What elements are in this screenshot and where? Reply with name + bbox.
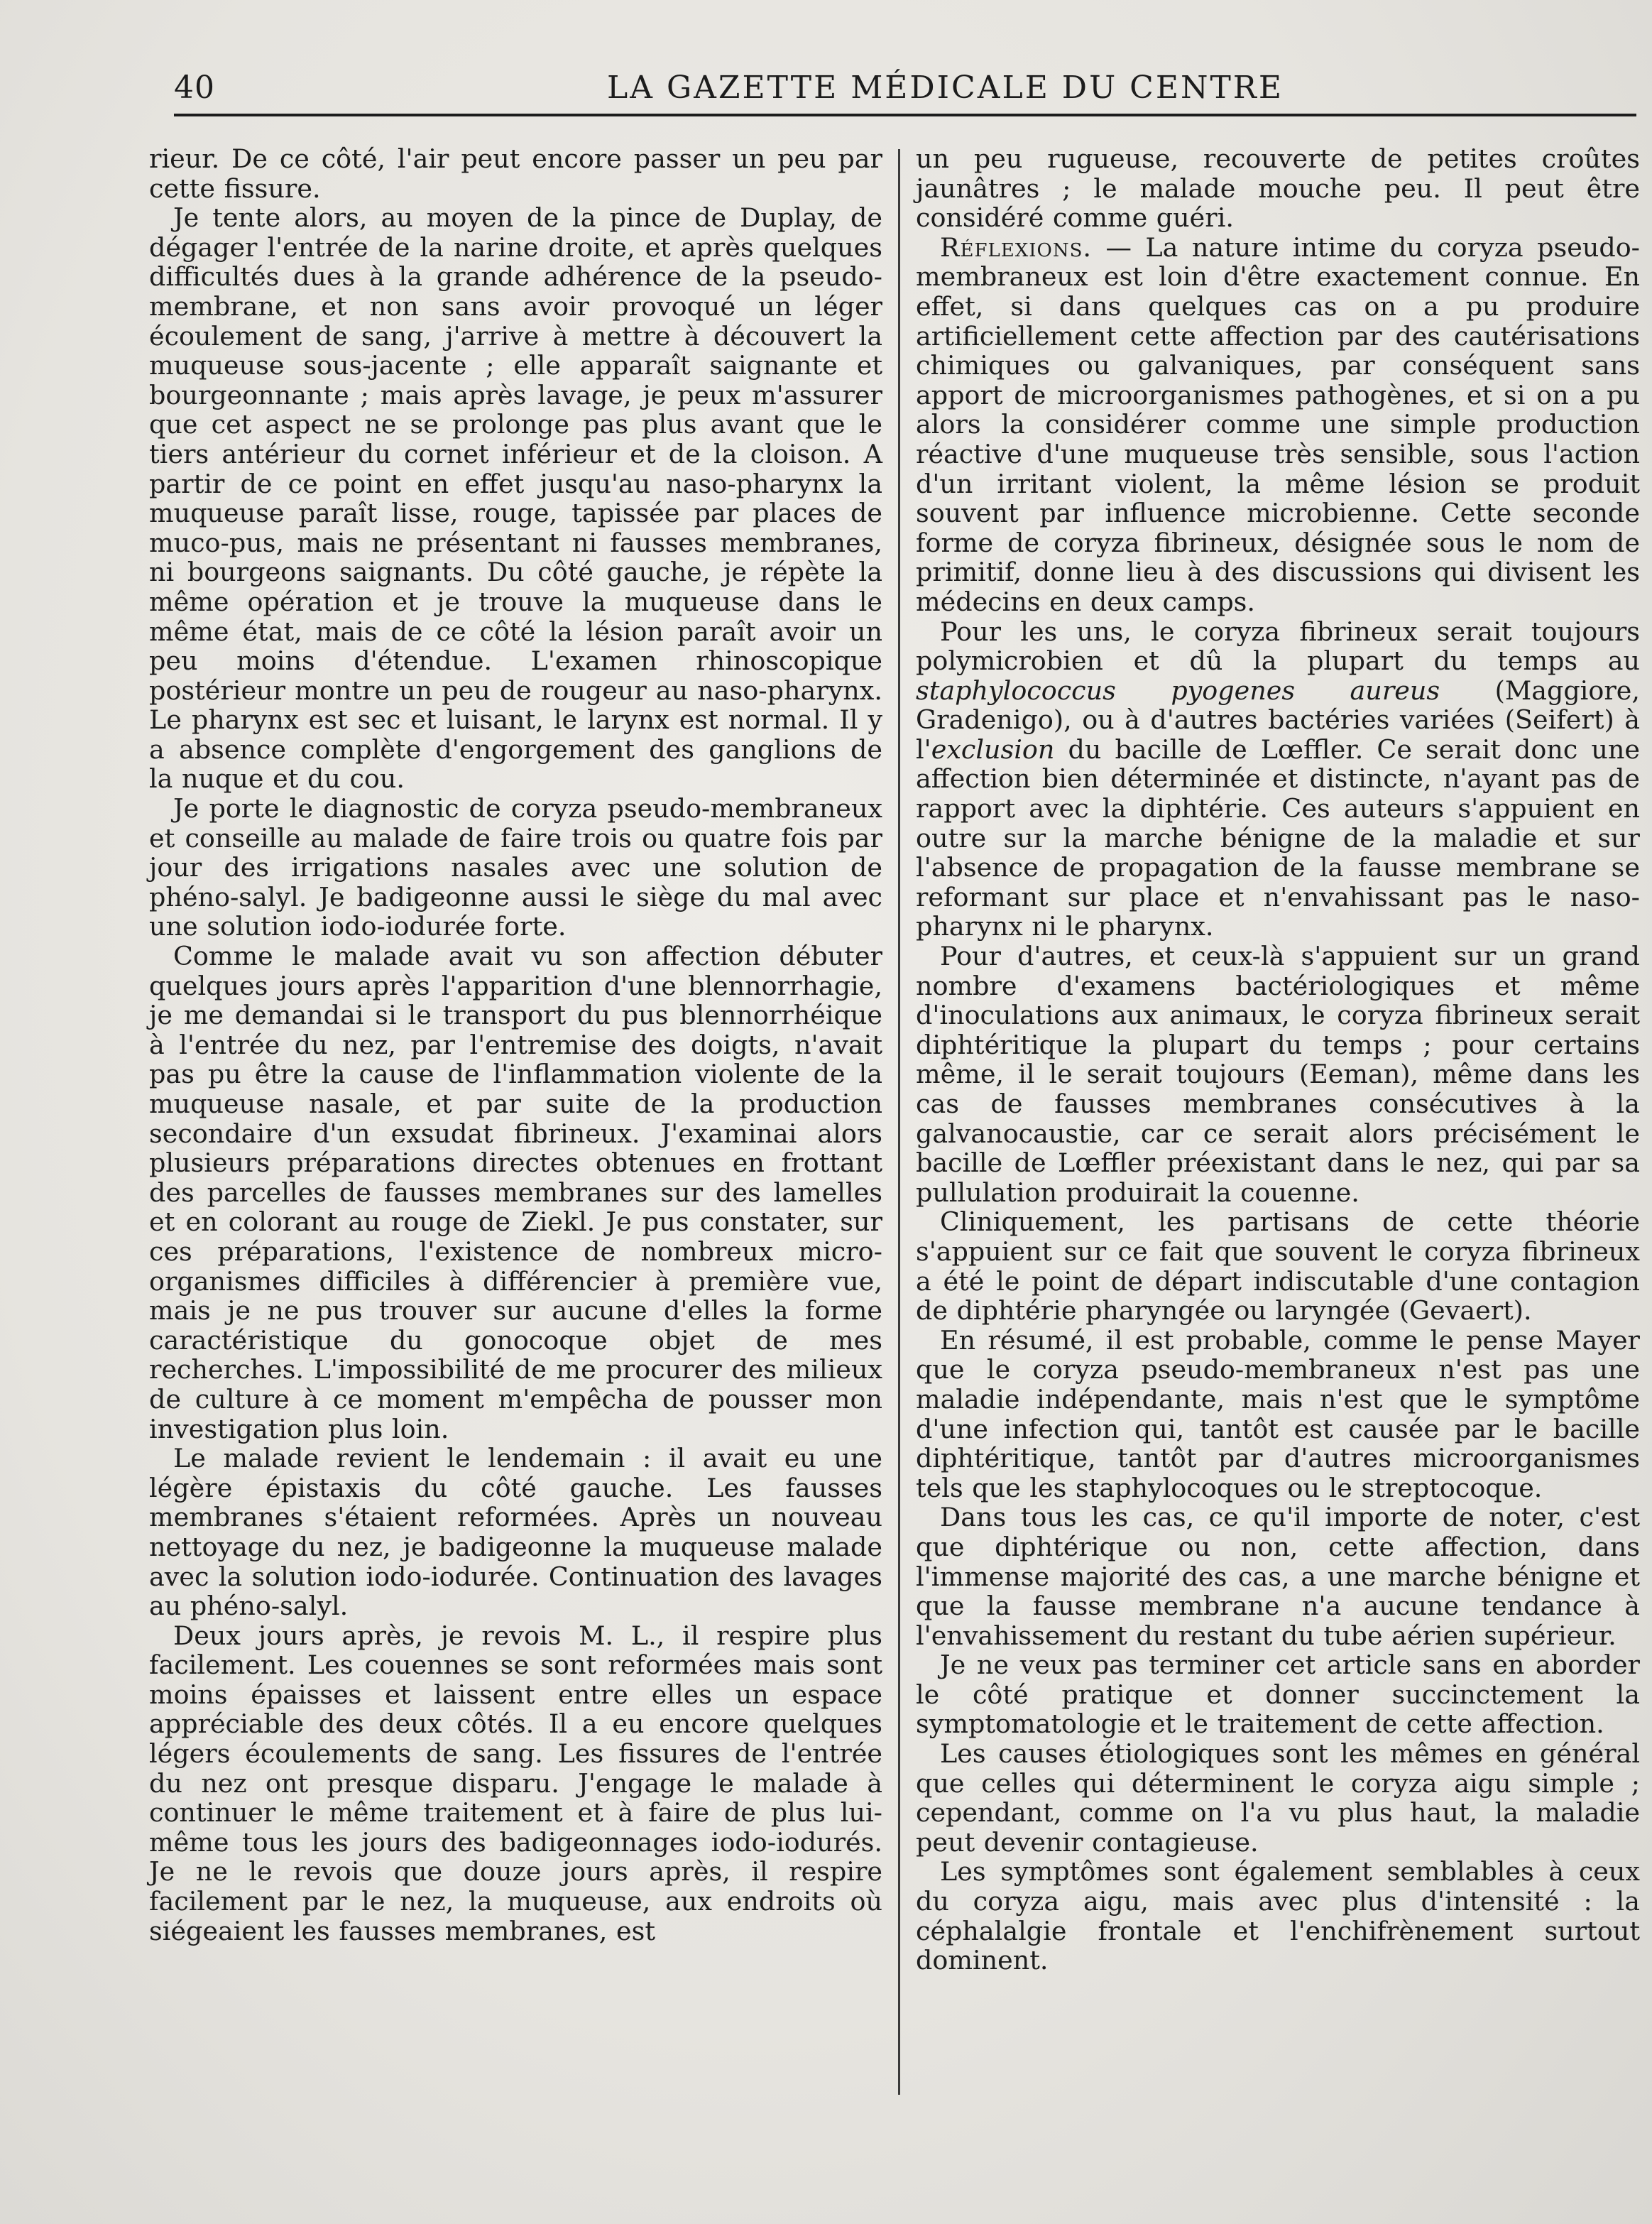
header-rule — [174, 114, 1636, 116]
paragraph-reflexions — [916, 233, 1640, 617]
paragraph: rieur. De ce côté, l'air peut encore passer un peu par cette fissure. — [149, 143, 882, 204]
left-column — [149, 144, 882, 1946]
italic-term: exclusion — [931, 734, 1055, 765]
paragraph — [916, 617, 1640, 942]
paragraph: Je tente alors, au moyen de la pince de Duplay, de dégager l'entrée de la narine droite, et après quelques difficultés dues à la grande adhérence de la pseudo-membrane, et non sans avoir provoqué un léger écoulement de sang, j'arrive à mettre à découvert la muqueuse sous-jacente ; elle apparaît saignante et bourgeonnante ; mais après lavage, je peux m'assurer que cet aspect ne se prolonge pas plus avant que le tiers antérieur du cornet inférieur et de la cloison. A partir de ce point en effet jusqu'au naso-pharynx la muqueuse paraît lisse, rouge, tapissée par places de muco-pus, mais ne présentant ni fausses membranes, ni bourgeons saignants. Du côté gauche, je répète la même opération et je trouve la muqueuse dans le même état, mais de ce côté la lésion paraît avoir un peu moins d'étendue. L'examen rhinoscopique postérieur montre un peu de rougeur au naso-pharynx. Le pharynx est sec et luisant, le larynx est normal. Il y a absence complète d'engorgement des ganglions de la nuque et du cou. — [149, 202, 882, 795]
paragraph: Dans tous les cas, ce qu'il importe de noter, c'est que diphtérique ou non, cette affection, dans l'immense majorité des cas, a une marche bénigne et que la fausse membrane n'a aucune tendance à l'envahissement du restant du tube aérien supérieur. — [916, 1502, 1640, 1651]
journal-title: LA GAZETTE MÉDICALE DU CENTRE — [607, 70, 1284, 106]
paragraph: Pour d'autres, et ceux-là s'appuient sur un grand nombre d'examens bactériologiques et même d'inoculations aux animaux, le coryza fibrineux serait diphtéritique la plupart du temps ; pour certains même, il le serait toujours (Eeman), même dans les cas de fausses membranes consécutives à la galvanocaustie, car ce serait alors précisément le bacille de Lœffler préexistant dans le nez, qui par sa pullulation produirait la couenne. — [916, 941, 1640, 1208]
page-header — [174, 70, 1640, 119]
column-divider — [898, 149, 900, 2095]
paragraph-text: — La nature intime du coryza pseudo-membraneux est loin d'être exactement connue. En effet, si dans quelques cas on a pu produire artificiellement cette affection par des cautérisations chimiques ou galvaniques, par conséquent sans apport de microorganismes pathogènes, et si on a pu alors la considérer comme une simple production réactive d'une muqueuse très sensible, sous l'action d'un irritant violent, la même lésion se produit souvent par influence microbienne. Cette seconde forme de coryza fibrineux, désignée sous le nom de primitif, donne lieu à des discussions qui divisent les médecins en deux camps. — [916, 231, 1640, 617]
paragraph-text: (Maggiore, Gradenigo), ou à d'autres bactéries variées (Seifert) à l' — [916, 675, 1640, 765]
right-column — [916, 144, 1640, 1975]
paragraph: Le malade revient le lendemain : il avait eu une légère épistaxis du côté gauche. Les fausses membranes s'étaient reformées. Après un nouveau nettoyage du nez, je badigeonne la muqueuse malade avec la solution iodo-iodurée. Continuation des lavages au phéno-salyl. — [149, 1443, 882, 1622]
section-heading: Réflexions. — [940, 231, 1093, 263]
paragraph-text: Pour les uns, le coryza fibrineux serait toujours polymicrobien et dû la plupart du temps au — [916, 616, 1640, 677]
paragraph-text: du bacille de Lœffler. Ce serait donc une affection bien déterminée et distincte, n'ayant pas de rapport avec la diphtérie. Ces auteurs s'appuient en outre sur la marche bénigne de la maladie et sur l'absence de propagation de la fausse membrane se reformant sur place et n'envahissant pas le naso-pharynx ni le pharynx. — [916, 734, 1640, 942]
paragraph: Je porte le diagnostic de coryza pseudo-membraneux et conseille au malade de faire trois ou quatre fois par jour des irrigations nasales avec une solution de phéno-salyl. Je badigeonne aussi le siège du mal avec une solution iodo-iodurée forte. — [149, 793, 882, 942]
paragraph: Je ne veux pas terminer cet article sans en aborder le côté pratique et donner succinctement la symptomatologie et le traitement de cette affection. — [916, 1650, 1640, 1740]
paragraph: un peu rugueuse, recouverte de petites croûtes jaunâtres ; le malade mouche peu. Il peut être considéré comme guéri. — [916, 143, 1640, 234]
paragraph: Les symptômes sont également semblables à ceux du coryza aigu, mais avec plus d'intensité : la céphalalgie frontale et l'enchifrènement surtout dominent. — [916, 1856, 1640, 1976]
paragraph: Deux jours après, je revois M. L., il respire plus facilement. Les couennes se sont reformées mais sont moins épaisses et laissent entre elles un espace appréciable des deux côtés. Il a eu encore quelques légers écoulements de sang. Les fissures de l'entrée du nez ont presque disparu. J'engage le malade à continuer le même traitement et à faire de plus lui-même tous les jours des badigeonnages iodo-iodurés. Je ne le revois que douze jours après, il respire facilement par le nez, la muqueuse, aux endroits où siégeaient les fausses membranes, est — [149, 1620, 882, 1946]
paragraph: Cliniquement, les partisans de cette théorie s'appuient sur ce fait que souvent le coryza fibrineux a été le point de départ indiscutable d'une contagion de diphtérie pharyngée ou laryngée (Gevaert). — [916, 1206, 1640, 1326]
page-number: 40 — [174, 70, 215, 106]
paragraph: Comme le malade avait vu son affection débuter quelques jours après l'apparition d'une blennorrhagie, je me demandai si le transport du pus blennorrhéique à l'entrée du nez, par l'entremise des doigts, n'avait pas pu être la cause de l'inflammation violente de la muqueuse nasale, et par suite de la production secondaire d'un exsudat fibrineux. J'examinai alors plusieurs préparations directes obtenues en frottant des parcelles de fausses membranes sur des lamelles et en colorant au rouge de Ziekl. Je pus constater, sur ces préparations, l'existence de nombreux micro-organismes difficiles à différencier à première vue, mais je ne pus trouver sur aucune d'elles la forme caractéristique du gonocoque objet de mes recherches. L'impossibilité de me procurer des milieux de culture à ce moment m'empêcha de pousser mon investigation plus loin. — [149, 941, 882, 1444]
paragraph: Les causes étiologiques sont les mêmes en général que celles qui déterminent le coryza aigu simple ; cependant, comme on l'a vu plus haut, la maladie peut devenir contagieuse. — [916, 1738, 1640, 1858]
paragraph: En résumé, il est probable, comme le pense Mayer que le coryza pseudo-membraneux n'est pas une maladie indépendante, mais n'est que le symptôme d'une infection qui, tantôt est causée par le bacille diphtéritique, tantôt par d'autres microorganismes tels que les staphylocoques ou le streptocoque. — [916, 1324, 1640, 1503]
italic-term: staphylococcus pyogenes aureus — [916, 675, 1440, 706]
